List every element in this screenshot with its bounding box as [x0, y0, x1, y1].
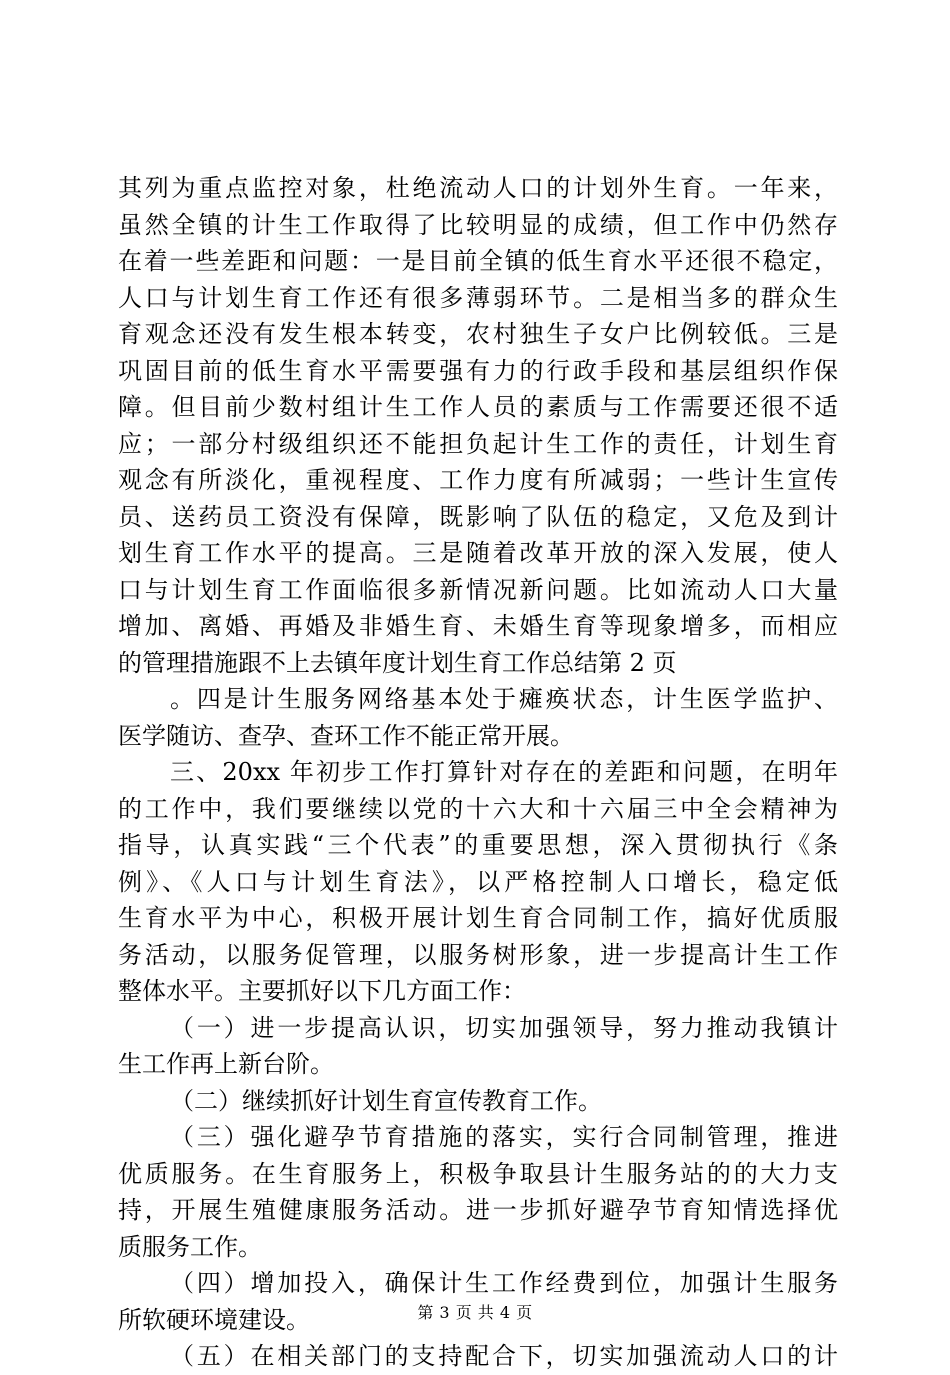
text-line: 的工作中，我们要继续以党的十六大和十六届三中全会精神为: [118, 794, 838, 823]
text-line: 生工作再上新台阶。: [118, 1050, 334, 1078]
text-line: 员、送药员工资没有保障，既影响了队伍的稳定，又危及到计: [118, 502, 838, 531]
text-line: 整体水平。主要抓好以下几方面工作：: [118, 977, 526, 1005]
text-line: 虽然全镇的计生工作取得了比较明显的成绩，但工作中仍然存: [118, 210, 838, 239]
text-line: （三）强化避孕节育措施的落实，实行合同制管理，推进: [170, 1123, 838, 1151]
text-line: 障。但目前少数村组计生工作人员的素质与工作需要还很不适: [118, 393, 838, 421]
text-line: 优质服务。在生育服务上，积极争取县计生服务站的的大力支: [118, 1159, 838, 1188]
text-line: 巩固目前的低生育水平需要强有力的行政手段和基层组织作保: [118, 356, 838, 385]
text-line: 的管理措施跟不上去镇年度计划生育工作总结第 2 页: [118, 648, 677, 677]
text-line: （一）进一步提高认识，切实加强领导，努力推动我镇计: [170, 1013, 838, 1042]
text-line: 持，开展生殖健康服务活动。进一步抓好避孕节育知情选择优: [118, 1196, 838, 1224]
text-line: 应；一部分村级组织还不能担负起计生工作的责任，计划生育: [118, 429, 838, 458]
text-line: 。四是计生服务网络基本处于瘫痪状态，计生医学监护、: [170, 685, 838, 713]
document-body: [118, 170, 838, 1375]
text-line: 生育水平为中心，积极开展计划生育合同制工作，搞好优质服: [118, 904, 838, 932]
text-line: 育观念还没有发生根本转变，农村独生子女户比例较低。三是: [118, 320, 838, 348]
text-line: 所软硬环境建设。: [118, 1305, 310, 1334]
text-line: 划生育工作水平的提高。三是随着改革开放的深入发展，使人: [118, 539, 838, 567]
text-line: 例》、《人口与计划生育法》，以严格控制人口增长，稳定低: [118, 867, 838, 896]
text-line: 观念有所淡化，重视程度、工作力度有所减弱；一些计生宣传: [118, 466, 838, 494]
text-line: 增加、离婚、再婚及非婚生育、未婚生育等现象增多，而相应: [118, 612, 838, 640]
text-line: 指导，认真实践“三个代表”的重要思想，深入贯彻执行《条: [118, 831, 838, 859]
text-line: 质服务工作。: [118, 1232, 262, 1261]
text-line: （五）在相关部门的支持配合下，切实加强流动人口的计: [170, 1342, 838, 1370]
text-line: 人口与计划生育工作还有很多薄弱环节。二是相当多的群众生: [118, 283, 838, 312]
text-line: 口与计划生育工作面临很多新情况新问题。比如流动人口大量: [118, 575, 838, 604]
text-line: 三、20xx 年初步工作打算针对存在的差距和问题，在明年: [170, 758, 838, 786]
page-footer: 第 3 页 共 4 页: [417, 1303, 533, 1322]
text-line: 在着一些差距和问题：一是目前全镇的低生育水平还很不稳定，: [118, 247, 838, 275]
text-line: 医学随访、查孕、查环工作不能正常开展。: [118, 721, 574, 750]
text-line: 务活动，以服务促管理，以服务树形象，进一步提高计生工作: [118, 940, 838, 969]
text-line: （二）继续抓好计划生育宣传教育工作。: [170, 1086, 602, 1115]
text-line: 其列为重点监控对象，杜绝流动人口的计划外生育。一年来，: [118, 174, 838, 202]
text-line: （四）增加投入，确保计生工作经费到位，加强计生服务: [170, 1269, 838, 1297]
